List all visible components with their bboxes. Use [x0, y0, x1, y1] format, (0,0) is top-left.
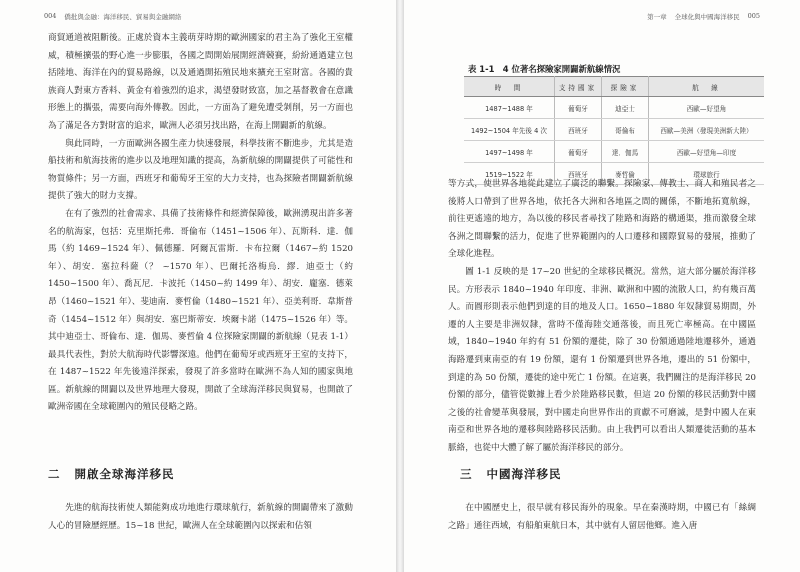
paragraph: 等方式，使世界各地從此建立了廣泛的聯繫。探險家、傳教士、商人和殖民者之後將人口帶到了世界各地，依托各大洲和各地區之間的關係，不斷地拓寬航線，前往更遙遠的地方，為以後的移民者尋找了陸路和海路的構通渠，推而激發全球各洲之間聯繫的活力，促進了世界範圍內的人口遷移和國際貿易的發展，推動了全球化進程。: [448, 179, 756, 260]
column-header: 支持國家: [555, 77, 602, 97]
table-cell: 葡萄牙: [555, 97, 602, 119]
table-cell: 1487~1488 年: [464, 97, 555, 119]
section-heading-3: [460, 466, 562, 482]
section-heading-2: [48, 466, 175, 482]
table-cell: 迪亞士: [602, 97, 649, 119]
explorer-routes-table: [464, 76, 764, 185]
table-cell: 1519~1522 年: [464, 163, 555, 185]
section-number: 三: [460, 467, 473, 481]
table-cell: 西班牙: [555, 119, 602, 141]
table-cell: 西歐—美洲（發現美洲新大陸）: [649, 119, 765, 141]
chapter-title: 全球化與中國海洋移民: [674, 13, 740, 21]
table-cell: 達．伽馬: [602, 141, 649, 163]
section-number: 二: [48, 467, 61, 481]
table-title: 表 1-1 4 位著名探險家開闢新航線情況: [468, 64, 621, 74]
paragraph: 在有了強烈的社會需求、具備了技術條件和經濟保障後，歐洲湧現出許多著名的航海家，包括：克里斯托弗．哥倫布（1451~1506 年）、瓦斯科．達．伽馬（約 1469~1524 年）、佩德羅．阿爾瓦雷斯．卡布拉爾（1467~約 1520 年）、胡安．塞拉科薩（？ ~1570 年）、巴爾托洛梅烏．繆．迪亞士（約 1450~1500 年）、喬瓦尼．卡波托（1450~約 1499 年）、胡安．龐塞．德萊昂（1460~1521 年）、斐迪南．麥哲倫（1480~1521 年）、亞美利哥．韋斯普奇（1454~1512 年）與胡安．塞巴斯蒂安．埃爾卡諾（1475~1526 年）等。其中迪亞士、哥倫布、達．伽馬、麥哲倫 4 位探險家開闢的新航線（見表 1-1）最具代表性，對於大航海時代影響深遠。他們在葡萄牙或西班牙王室的支持下，在 1487~1522 年先後遠洋探索，發現了許多當時在歐洲不為人知的國家與地區。新航線的開闢以及世界地理大發現，開啟了全球海洋移民與貿易，也開啟了歐洲帝國在全球範圍內的殖民侵略之路。: [48, 208, 354, 413]
table-cell: 1497~1498 年: [464, 141, 555, 163]
right-running-head: [647, 12, 760, 21]
left-body-bottom: [48, 500, 353, 535]
right-page-number: 005: [747, 12, 760, 20]
book-gutter: [396, 0, 404, 572]
paragraph: 商貿通道被阻斷後。正處於資本主義萌芽時期的歐洲國家的君主為了強化王室權威，積極擴張的野心進一步膨脹，各國之間開始展開經濟競賽，紛紛通過建立包括陸地、海洋在內的貿易路線，以及通過開拓殖民地來擴充王室財富。各國的貴族商人對東方香料、黃金有着強烈的追求，渴望發財致富，加之基督教會在意識形態上的攜張，需要向海外傳教。因此，一方面為了避免遭受剝削，另一方面也為了滿足各方對財富的追求，歐洲人必須另找出路，在海上開闢新的航線。: [48, 33, 353, 131]
book-title: 僑批與金融：海洋移民、貿易與金融網絡: [64, 13, 182, 21]
paragraph: 先進的航海技術使人類能夠成功地進行環球航行，新航線的開闢帶來了激動人心的冒險歷經歷。15~18 世紀，歐洲人在全球範圍內以探索和佔領: [48, 503, 353, 531]
table-cell: 麥哲倫: [602, 163, 649, 185]
left-page-number: 004: [44, 12, 57, 20]
table-cell: 葡萄牙: [555, 141, 602, 163]
table-row: [464, 141, 764, 163]
column-header: 探險家: [602, 77, 649, 97]
paragraph: 在中國歷史上，很早就有移民海外的現象。早在秦漢時期，中國已有「絲綢之路」通往西域，有船舶東航日本，其中就有人留居他鄉。進入唐: [448, 503, 756, 531]
left-running-head: [44, 12, 181, 21]
right-page: [404, 0, 800, 572]
section-title: 中國海洋移民: [486, 467, 562, 481]
table-row: [464, 97, 764, 119]
table-cell: 西歐—好望角: [649, 97, 765, 119]
column-header: 時 間: [464, 77, 555, 97]
section-title: 開啟全球海洋移民: [74, 467, 175, 481]
right-body-bottom: [448, 500, 756, 535]
paragraph: 圖 1-1 反映的是 17~20 世紀的全球移民概況。當然，這大部分屬於海洋移民。方形表示 1840~1940 年印度、非洲、歐洲和中國的流散人口，約有幾百萬人。而圓形則表示他們到達的目的地及人口。1650~1880 年奴隸貿易期間，外遷的人主要是非洲奴隸，當時不僅海陸交通落後，而且死亡率極高。在中國區域，1840~1940 年約有 51 份額的遷徙，除了 30 份額通過陸地遷移外，通過海路遷到東南亞的有 19 份額，還有 1 份額遷到世界各地，遷出的 51 份額中，到達的為 50 份額，遷徙的途中死亡 1 份額。在這裏，我們關注的是海洋移民 20 份額的部分，儘管從數據上看少於陸路移民數，但這 20 份額的移民活動對中國之後的社會變革與發展，對中國走向世界作出的貢獻不可磨滅，是對中國人在東南亞和世界各地的遷移與陸路移民活動。由上我們可以看出人類遷徙活動的基本脈絡，也從中大體了解了屬於海洋移民的部分。: [448, 266, 756, 453]
paragraph: 與此同時，一方面歐洲各國生產力快速發展，科學技術不斷進步，尤其是造船技術和航海技術的進步以及地理知識的提高，為新航線的開闢提供了可能性和物質條件；另一方面，西班牙和葡萄牙王室的大力支持，也為探險者開闢新航線提供了強大的財力支撐。: [48, 138, 353, 202]
table-cell: 西班牙: [555, 163, 602, 185]
right-body-top: [448, 176, 756, 458]
table-cell: 1492~1504 年先後 4 次: [464, 119, 555, 141]
chapter-label: 第一章: [647, 13, 667, 21]
table-row: [464, 119, 764, 141]
left-page: [0, 0, 396, 572]
table-header-row: [464, 77, 764, 97]
table-cell: 西歐—好望角—印度: [649, 141, 765, 163]
left-body-top: [48, 30, 353, 417]
table-cell: 哥倫布: [602, 119, 649, 141]
column-header: 航 線: [649, 77, 765, 97]
table-cell: 環球旅行: [649, 163, 765, 185]
